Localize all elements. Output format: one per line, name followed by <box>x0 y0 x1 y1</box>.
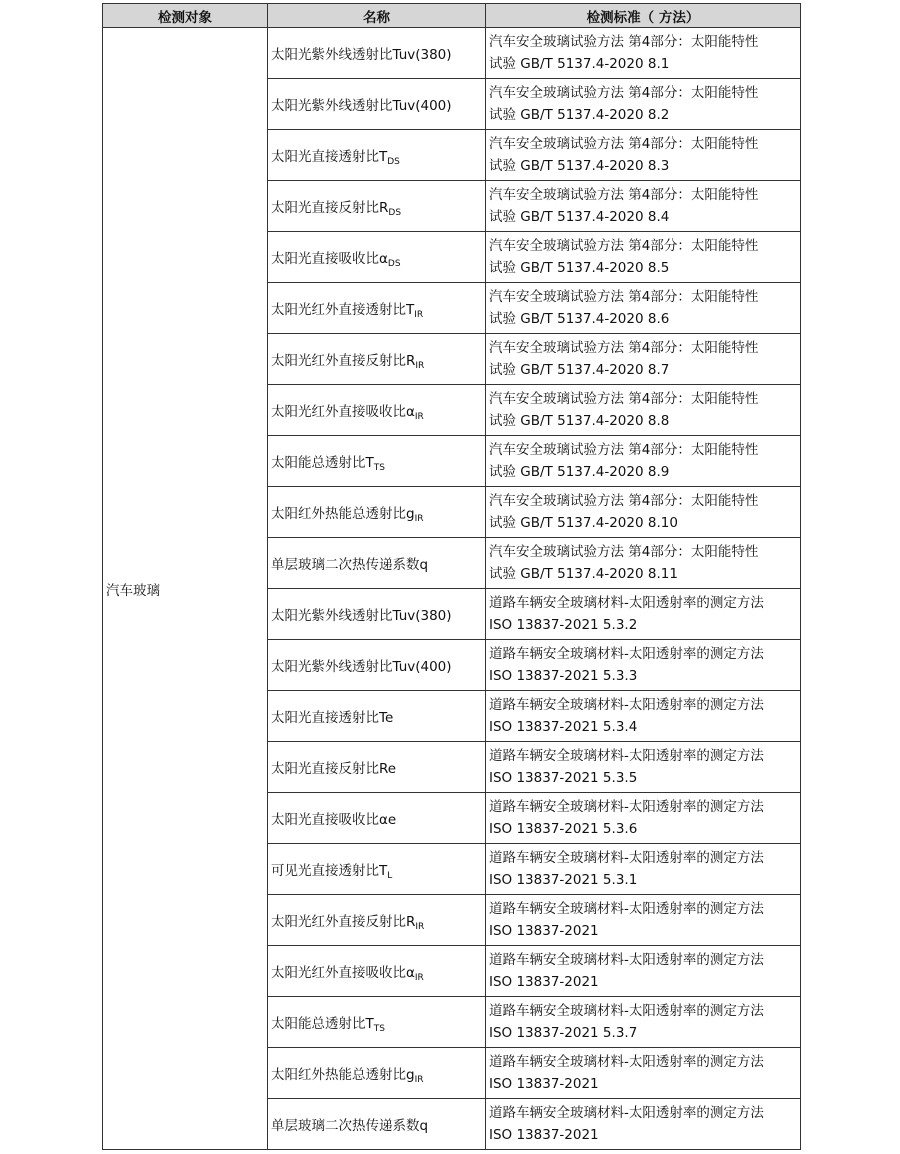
standard-cell <box>486 283 801 334</box>
name-cell <box>268 640 486 691</box>
name-cell <box>268 181 486 232</box>
standard-line-1: 道路车辆安全玻璃材料-太阳透射率的测定方法 <box>489 1003 764 1019</box>
name-text: 太阳能总透射比T <box>271 1016 374 1032</box>
standard-line-2: 试验 GB/T 5137.4-2020 8.9 <box>489 464 670 480</box>
name-cell <box>268 232 486 283</box>
standard-line-2: ISO 13837-2021 5.3.6 <box>489 821 638 837</box>
name-cell <box>268 130 486 181</box>
name-text: 太阳光直接透射比T <box>271 149 388 165</box>
standard-line-2: 试验 GB/T 5137.4-2020 8.5 <box>489 260 670 276</box>
standard-line-2: 试验 GB/T 5137.4-2020 8.1 <box>489 56 670 72</box>
standard-line-2: 试验 GB/T 5137.4-2020 8.7 <box>489 362 670 378</box>
name-cell <box>268 487 486 538</box>
standard-line-2: ISO 13837-2021 5.3.1 <box>489 872 638 888</box>
standard-line-1: 道路车辆安全玻璃材料-太阳透射率的测定方法 <box>489 646 764 662</box>
standard-line-2: 试验 GB/T 5137.4-2020 8.2 <box>489 107 670 123</box>
standard-cell <box>486 436 801 487</box>
object-cell: 汽车玻璃 <box>103 28 268 1150</box>
name-text: 单层玻璃二次热传递系数q <box>271 1118 429 1134</box>
standard-cell <box>486 895 801 946</box>
name-cell <box>268 334 486 385</box>
standard-line-1: 道路车辆安全玻璃材料-太阳透射率的测定方法 <box>489 748 764 764</box>
header-name: 名称 <box>268 4 486 28</box>
name-subscript: IR <box>414 514 424 524</box>
standard-cell <box>486 844 801 895</box>
name-subscript: IR <box>414 973 424 983</box>
name-subscript: IR <box>414 310 424 320</box>
standard-cell <box>486 538 801 589</box>
standard-line-1: 道路车辆安全玻璃材料-太阳透射率的测定方法 <box>489 952 764 968</box>
name-subscript: IR <box>414 412 424 422</box>
name-subscript: DS <box>388 208 402 218</box>
standard-line-1: 汽车安全玻璃试验方法 第4部分：太阳能特性 <box>489 442 759 458</box>
name-subscript: TS <box>373 1024 385 1034</box>
standard-line-2: ISO 13837-2021 <box>489 923 599 939</box>
standard-line-1: 道路车辆安全玻璃材料-太阳透射率的测定方法 <box>489 799 764 815</box>
standard-cell <box>486 997 801 1048</box>
name-subscript: DS <box>387 157 400 167</box>
standard-line-2: 试验 GB/T 5137.4-2020 8.3 <box>489 158 670 174</box>
name-cell <box>268 538 486 589</box>
standard-line-1: 汽车安全玻璃试验方法 第4部分：太阳能特性 <box>489 391 759 407</box>
name-cell <box>268 1099 486 1150</box>
standard-line-2: 试验 GB/T 5137.4-2020 8.11 <box>489 566 678 582</box>
standard-line-1: 道路车辆安全玻璃材料-太阳透射率的测定方法 <box>489 595 764 611</box>
name-subscript: IR <box>415 361 425 371</box>
standard-line-2: ISO 13837-2021 5.3.3 <box>489 668 638 684</box>
standard-line-1: 道路车辆安全玻璃材料-太阳透射率的测定方法 <box>489 1054 764 1070</box>
name-cell <box>268 28 486 79</box>
standard-line-2: ISO 13837-2021 <box>489 974 599 990</box>
name-cell <box>268 844 486 895</box>
name-text: 单层玻璃二次热传递系数q <box>271 557 429 573</box>
standard-cell <box>486 181 801 232</box>
name-subscript: IR <box>414 1075 424 1085</box>
name-text: 太阳光直接反射比R <box>271 200 389 216</box>
name-text: 太阳红外热能总透射比g <box>271 1067 415 1083</box>
standard-line-1: 汽车安全玻璃试验方法 第4部分：太阳能特性 <box>489 493 759 509</box>
standard-line-1: 道路车辆安全玻璃材料-太阳透射率的测定方法 <box>489 1105 764 1121</box>
name-text: 太阳光紫外线透射比Tuv(400) <box>271 98 452 114</box>
standard-line-2: 试验 GB/T 5137.4-2020 8.6 <box>489 311 670 327</box>
standard-line-1: 汽车安全玻璃试验方法 第4部分：太阳能特性 <box>489 187 759 203</box>
header-object: 检测对象 <box>103 4 268 28</box>
standard-cell <box>486 79 801 130</box>
standard-line-1: 汽车安全玻璃试验方法 第4部分：太阳能特性 <box>489 136 759 152</box>
standard-cell <box>486 1048 801 1099</box>
name-cell <box>268 742 486 793</box>
name-text: 太阳光直接吸收比α <box>271 251 388 267</box>
name-cell <box>268 895 486 946</box>
header-row <box>103 4 801 28</box>
name-text: 太阳光紫外线透射比Tuv(380) <box>271 608 452 624</box>
standard-line-2: 试验 GB/T 5137.4-2020 8.4 <box>489 209 670 225</box>
name-cell <box>268 283 486 334</box>
header-standard: 检测标准（ 方法） <box>486 4 801 28</box>
standard-line-2: ISO 13837-2021 5.3.7 <box>489 1025 638 1041</box>
name-text: 太阳光紫外线透射比Tuv(380) <box>271 47 452 63</box>
name-text: 太阳光红外直接反射比R <box>271 914 416 930</box>
name-cell <box>268 946 486 997</box>
standard-line-2: ISO 13837-2021 <box>489 1076 599 1092</box>
name-cell <box>268 385 486 436</box>
standard-cell <box>486 487 801 538</box>
name-text: 太阳光红外直接吸收比α <box>271 965 415 981</box>
standard-cell <box>486 589 801 640</box>
name-subscript: IR <box>415 922 425 932</box>
name-text: 太阳光直接反射比Re <box>271 761 397 777</box>
name-cell <box>268 79 486 130</box>
standard-line-1: 汽车安全玻璃试验方法 第4部分：太阳能特性 <box>489 85 759 101</box>
name-cell <box>268 436 486 487</box>
standard-line-1: 汽车安全玻璃试验方法 第4部分：太阳能特性 <box>489 34 759 50</box>
standard-line-2: 试验 GB/T 5137.4-2020 8.8 <box>489 413 670 429</box>
standard-cell <box>486 130 801 181</box>
standard-line-1: 道路车辆安全玻璃材料-太阳透射率的测定方法 <box>489 901 764 917</box>
name-text: 可见光直接透射比T <box>271 863 388 879</box>
name-text: 太阳光直接吸收比αe <box>271 812 397 828</box>
standard-line-2: 试验 GB/T 5137.4-2020 8.10 <box>489 515 678 531</box>
standard-cell <box>486 793 801 844</box>
standard-line-2: ISO 13837-2021 5.3.4 <box>489 719 638 735</box>
name-cell <box>268 589 486 640</box>
name-text: 太阳光紫外线透射比Tuv(400) <box>271 659 452 675</box>
standard-cell <box>486 28 801 79</box>
standard-line-2: ISO 13837-2021 5.3.2 <box>489 617 638 633</box>
table-row <box>103 28 801 79</box>
name-text: 太阳光红外直接透射比T <box>271 302 415 318</box>
name-cell <box>268 793 486 844</box>
name-cell <box>268 997 486 1048</box>
standard-line-1: 汽车安全玻璃试验方法 第4部分：太阳能特性 <box>489 238 759 254</box>
standard-line-2: ISO 13837-2021 5.3.5 <box>489 770 638 786</box>
standard-line-1: 汽车安全玻璃试验方法 第4部分：太阳能特性 <box>489 340 759 356</box>
name-subscript: TS <box>373 463 385 473</box>
standard-cell <box>486 640 801 691</box>
standard-cell <box>486 946 801 997</box>
standard-line-1: 道路车辆安全玻璃材料-太阳透射率的测定方法 <box>489 850 764 866</box>
name-text: 太阳光直接透射比Te <box>271 710 394 726</box>
standard-line-2: ISO 13837-2021 <box>489 1127 599 1143</box>
name-text: 太阳红外热能总透射比g <box>271 506 415 522</box>
standard-line-1: 道路车辆安全玻璃材料-太阳透射率的测定方法 <box>489 697 764 713</box>
standard-cell <box>486 691 801 742</box>
test-standards-table <box>102 3 801 1150</box>
standard-line-1: 汽车安全玻璃试验方法 第4部分：太阳能特性 <box>489 544 759 560</box>
standard-cell <box>486 232 801 283</box>
name-text: 太阳光红外直接吸收比α <box>271 404 415 420</box>
standard-cell <box>486 742 801 793</box>
table-body <box>103 28 801 1150</box>
name-subscript: DS <box>387 259 401 269</box>
standard-cell <box>486 385 801 436</box>
name-cell <box>268 691 486 742</box>
standard-cell <box>486 334 801 385</box>
standard-line-1: 汽车安全玻璃试验方法 第4部分：太阳能特性 <box>489 289 759 305</box>
name-subscript: L <box>387 871 393 881</box>
name-text: 太阳光红外直接反射比R <box>271 353 416 369</box>
standard-cell <box>486 1099 801 1150</box>
name-text: 太阳能总透射比T <box>271 455 374 471</box>
name-cell <box>268 1048 486 1099</box>
